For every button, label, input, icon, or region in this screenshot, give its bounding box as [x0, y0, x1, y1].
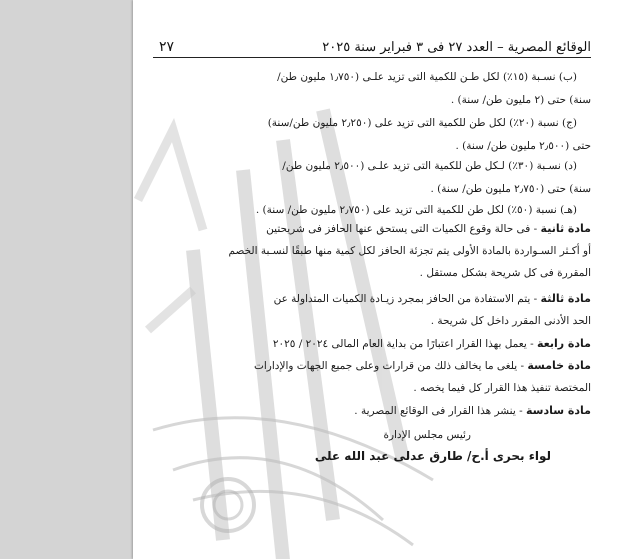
article-6-text1: - ينشر هذا القرار فى الوقائع المصرية . — [354, 405, 526, 417]
article-5-title: مادة خامسة — [527, 359, 591, 372]
article-5-text1: - يلغى ما يخالف ذلك من قرارات وعلى جميع الجهات والإدارات — [253, 360, 528, 372]
article-5-line2: المختصة تنفيذ هذا القرار كل فيما يخصه . — [413, 382, 591, 394]
article-4-text1: - يعمل بهذا القرار اعتبارًا من بداية العام المالى ٢٠٢٤ / ٢٠٢٥ — [272, 338, 537, 350]
article-2-title: مادة ثانية — [540, 222, 591, 235]
article-2-line3: المقررة فى كل شريحة بشكل مستقل . — [419, 267, 591, 279]
article-2-text1: - فى حالة وقوع الكميات التى يستحق عنها الحافز فى شريحتين — [266, 223, 541, 235]
article-3-title: مادة ثالثة — [540, 292, 591, 305]
item-c-line2: حتى (٢٫٥٠٠ مليون طن/ سنة) . — [455, 140, 591, 152]
article-2-line2: أو أكـثر السـواردة بالمادة الأولى يتم تجزئة الحافز لكل كمية منها طبقًا لنسـبة الخصم — [228, 245, 591, 257]
signature-name: لواء بحرى أ.ح/ طارق عدلى عبد الله على — [314, 449, 551, 463]
article-3-text1: - يتم الاستفادة من الحافز بمجرد زيـادة الكميات المتداولة عن — [273, 293, 541, 305]
item-e-line1: (هـ) نسبة (٥٠٪) لكل طن للكمية التى تزيد على (٢٫٧٥٠ مليون طن/ سنة) . — [255, 204, 577, 216]
item-b-line1: (ب) نسـبة (١٥٪) لكل طـن للكمية التى تزيد علـى (١٫٧٥٠ مليون طن/ — [277, 71, 577, 83]
signature-role: رئيس مجلس الإدارة — [383, 429, 471, 441]
item-d-line2: سنة) حتى (٢٫٧٥٠ مليون طن/ سنة) . — [430, 183, 591, 195]
article-5-line1 — [151, 359, 591, 373]
item-c-line1: (ج) نسبة (٢٠٪) لكل طن للكمية التى تزيد على (٢٫٢٥٠ مليون طن/سنة) — [267, 117, 577, 129]
article-6-title: مادة سادسة — [526, 404, 591, 417]
article-2-line1 — [151, 222, 591, 236]
header-title: الوقائع المصرية – العدد ٢٧ فى ٣ فبراير سنة ٢٠٢٥ — [322, 40, 591, 55]
item-d-line1: (د) نسـبة (٣٠٪) لـكل طن للكمية التى تزيد علـى (٢٫٥٠٠ مليون طن/ — [282, 160, 577, 172]
article-3-line2: الحد الأدنى المقرر داخل كل شريحة . — [430, 315, 591, 327]
article-6-line1 — [151, 404, 591, 418]
document-page — [133, 0, 620, 559]
page-header — [153, 35, 591, 58]
page-number: ٢٧ — [159, 39, 175, 55]
article-4-title: مادة رابعة — [536, 337, 591, 350]
article-3-line1 — [151, 292, 591, 306]
item-b-line2: سنة) حتى (٢ مليون طن/ سنة) . — [450, 94, 591, 106]
article-4-line1 — [151, 337, 591, 351]
